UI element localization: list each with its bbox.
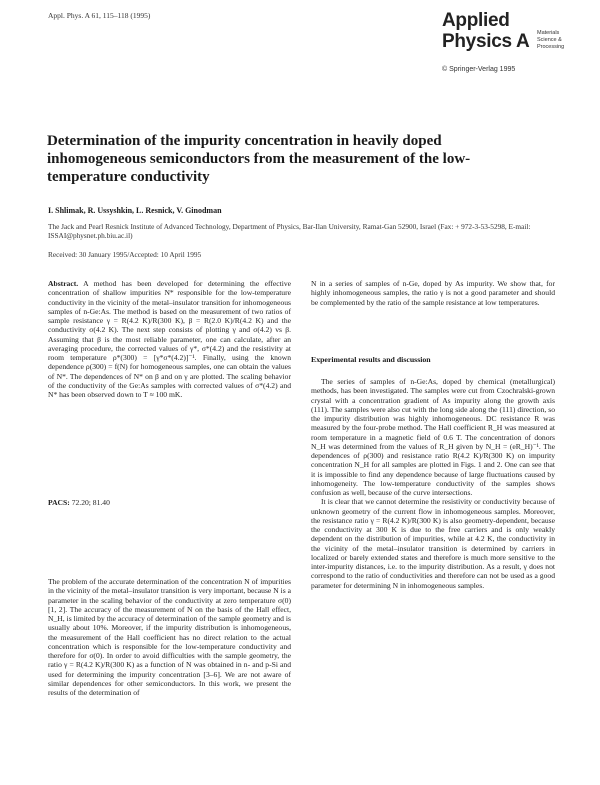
- journal-subtitle-line: Materials: [537, 30, 560, 36]
- author-affiliation: The Jack and Pearl Resnick Institute of Advanced Technology, Department of Physics, Bar-Ilan University, Ramat-Gan 52900, Israel (Fax: + 972-3-53-5298, E-mail: ISSAI@physnet.ph.biu.ac.il): [48, 222, 531, 240]
- pacs-codes: [48, 498, 110, 507]
- received-dates: Received: 30 January 1995/Accepted: 10 April 1995: [48, 250, 202, 259]
- paragraph: The series of samples of n-Ge:As, doped by chemical (metallurgical) methods, has been investigated. The samples were cut from Czochralski-grown crystal with a concentration gradient of As impurity along the growth axis (111). The samples were also cut with the long side along the (111) direction, so the impurity distribution was highly inhomogeneous. DC resistance R was measured by the four-probe method. The Hall coefficient R_H was measured at room temperature in a magnetic field of 0.6 T. The concentration of donors N_H was determined from the values of R_H given by N_H = (eR_H)⁻¹. The dependences of ρ(300) and resistance ratio R(4.2 K)/R(300 K) on impurity concentration N_H for all samples are plotted in Figs. 1 and 2. One can see that it is impossible to find any dependence because of large fluctuations caused by inhomogeneity. The low-temperature conductivity of the samples shows confusion as well, because of the curve intersections.: [311, 377, 555, 497]
- paragraph: The problem of the accurate determination of the concentration N of impurities in the vicinity of the metal–insulator transition is very important, because N is a parameter in the scaling behavior of the conductivity at zero temperature σ(0) [1, 2]. The accuracy of the measurement of N on the basis of the Hall effect, N_H, is limited by the accuracy of determination of the sample geometry and is usually about 10%. Moreover, if the impurity distribution is inhomogeneous, the measurement of the Hall coefficient has no direct relation to the actual concentration which is responsible for the low-temperature conductivity and therefore for σ(0). In order to avoid difficulties with the sample geometry, the ratio γ = R(4.2 K)/R(300 K) as a function of N was obtained in n- and p-Si and used for determining the impurity concentration [3–6]. We are not aware of similar dependences for other semiconductors. In this work, we present the results of the determination of: [48, 577, 291, 697]
- introduction-text: [48, 577, 291, 697]
- pacs-values: 72.20; 81.40: [71, 498, 110, 507]
- results-text: [311, 377, 555, 590]
- pacs-label: PACS:: [48, 498, 70, 507]
- abstract-text: A method has been developed for determining the effective concentration of shallow impurities N* responsible for the low-temperature conductivity in the vicinity of the metal–insulator transition for inhomogeneous samples of n-Ge:As. The method is based on the measurement of two ratios of sample resistance γ = R(4.2 K)/R(300 K), β = R(2.0 K)/R(4.2 K) and the conductivity σ(4.2 K). The next step consists of plotting γ and σ(4.2) vs β. Assuming that β is the most reliable parameter, one can calculate, after an averaging procedure, the corrected values of γ*, σ*(4.2) and the resistivity at room temperature ρ*(300) = [γ*σ*(4.2)]⁻¹. Finally, using the known dependence ρ(300) = f(N) for homogeneous samples, one can obtain the values of N*. The dependences of N* on β and on γ are plotted. The scaling behavior of the conductivity of the Ge:As samples with corrected values of σ*(4.2) and N* has been observed down to T ≈ 100 mK.: [48, 279, 292, 399]
- journal-logo: [442, 10, 582, 85]
- abstract-label: Abstract.: [48, 279, 79, 288]
- journal-logo-line1: Applied: [442, 10, 510, 31]
- paper-title: Determination of the impurity concentration in heavily doped inhomogeneous semiconductors from the measurement of the low-temperature conductivity: [47, 133, 471, 185]
- journal-logo-line2: Physics A: [442, 31, 530, 52]
- journal-subtitle-line: Science &: [537, 37, 562, 43]
- paper-authors: I. Shlimak, R. Ussyshkin, L. Resnick, V. Ginodman: [48, 206, 222, 215]
- publisher-copyright: © Springer-Verlag 1995: [442, 66, 516, 73]
- paragraph: It is clear that we cannot determine the resistivity or conductivity because of unknown geometry of the current flow in inhomogeneous samples. Moreover, the resistance ratio γ = R(4.2 K)/R(300 K) is also geometry-dependent, because the conductivity at 300 K is due to the free carriers and is only weakly dependent on the distribution of impurities, while at 4.2 K, the conductivity in the vicinity of the metal–insulator transition is determined by carriers in localized or barely extended states and therefore is much more sensitive to the inter-impurity distances, i.e. to the impurity distribution. As a result, γ does not correspond to the ratio of conductivities and therefore can not be used as a good parameter for determining N in inhomogeneous samples.: [311, 497, 555, 590]
- journal-logo-subtitle: [537, 30, 564, 51]
- section-heading: Experimental results and discussion: [311, 355, 431, 364]
- abstract: [48, 279, 291, 399]
- abstract-continuation: [311, 279, 555, 307]
- journal-citation: Appl. Phys. A 61, 115–118 (1995): [48, 11, 151, 20]
- journal-subtitle-line: Processing: [537, 44, 565, 50]
- paragraph: N in a series of samples of n-Ge, doped by As impurity. We show that, for highly inhomogeneous samples, the ratio γ is not a good parameter and should be complemented by the ratio of the sample resistance at low temperatures.: [311, 279, 555, 307]
